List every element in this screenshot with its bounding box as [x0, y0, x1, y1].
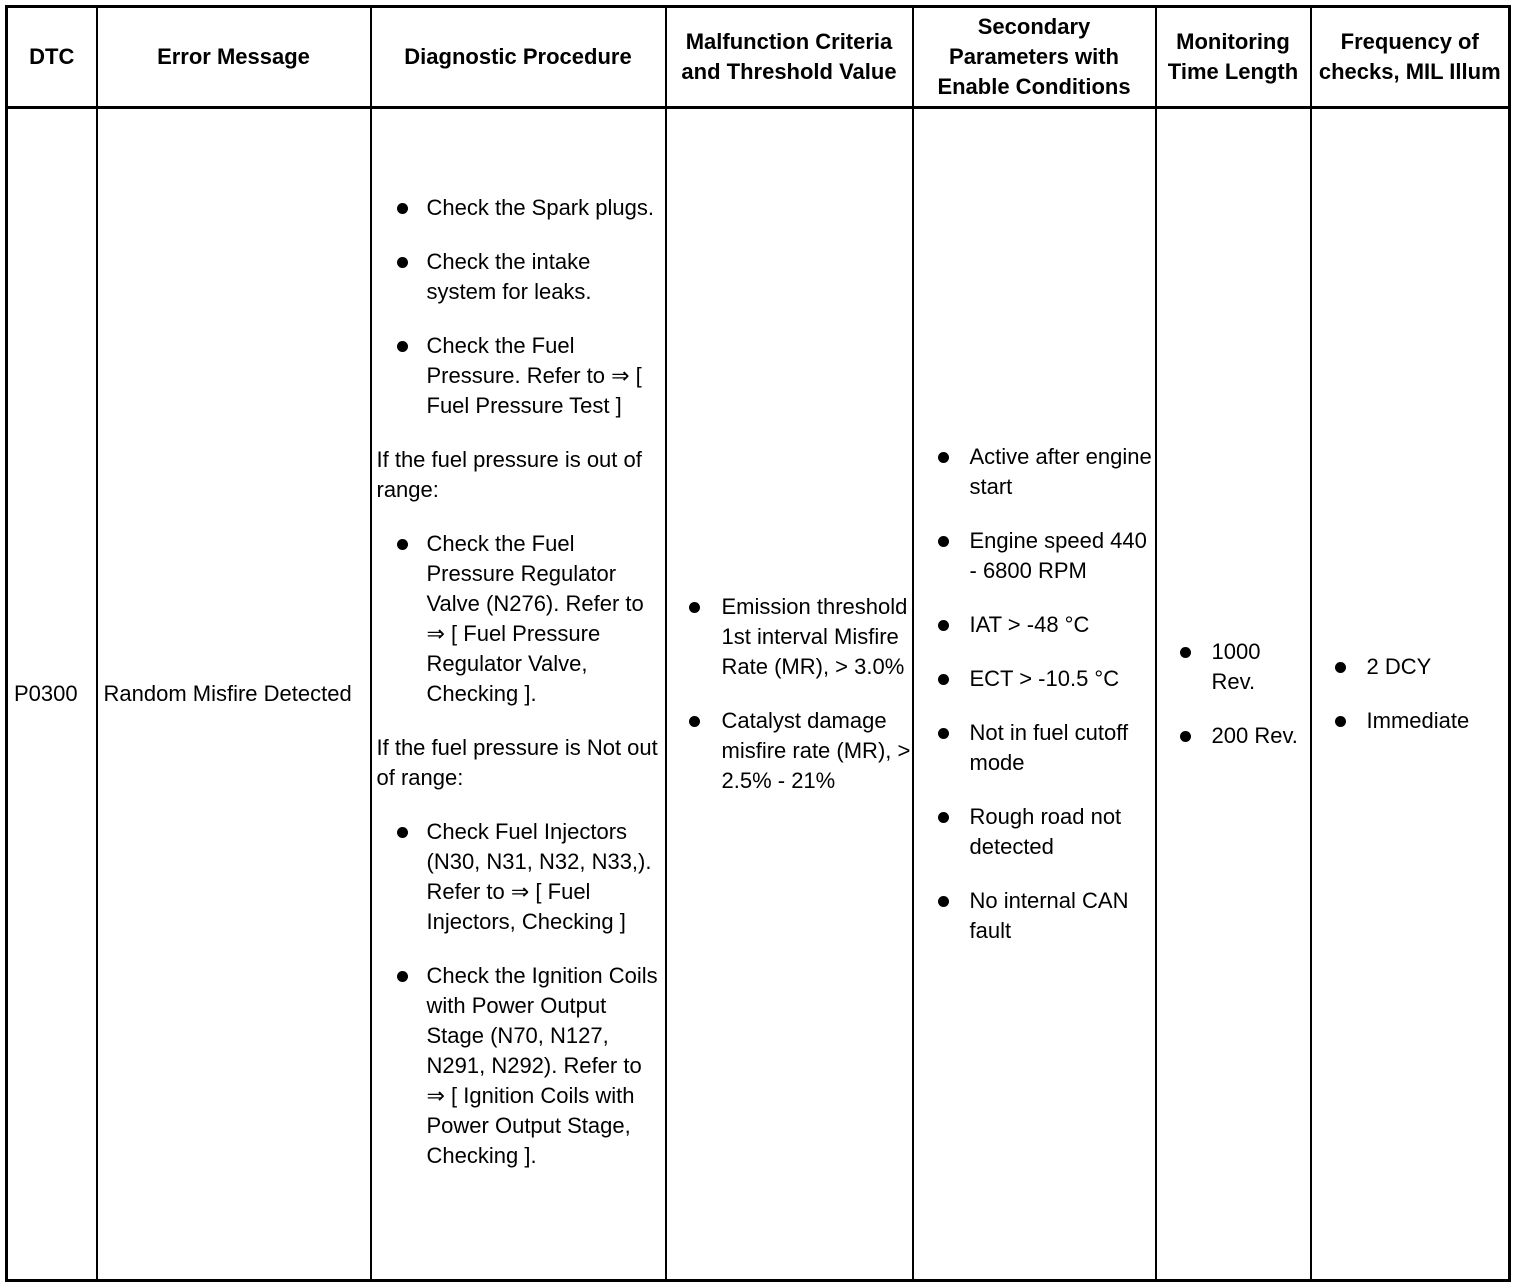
list-item: Check the Fuel Pressure Regulator Valve (N276). Refer to ⇒ [ Fuel Pressure Regulator Valve, Checking ]. [377, 529, 661, 709]
list-item: Rough road not detected [914, 802, 1155, 862]
list-item: Immediate [1312, 706, 1509, 736]
header-diagnostic-procedure: Diagnostic Procedure [371, 7, 666, 108]
header-dtc: DTC [7, 7, 97, 108]
condition-text: If the fuel pressure is out of range: [376, 447, 642, 502]
header-monitoring-time: Monitoring Time Length [1156, 7, 1311, 108]
list-item: 2 DCY [1312, 652, 1509, 682]
header-error-message: Error Message [97, 7, 371, 108]
header-malfunction-criteria: Malfunction Criteria and Threshold Value [666, 7, 913, 108]
list-item: Catalyst damage misfire rate (MR), > 2.5% - 21% [667, 706, 912, 796]
dtc-table [5, 5, 1511, 1282]
list-item: Engine speed 440 - 6800 RPM [914, 526, 1155, 586]
list-item: Check the Ignition Coils with Power Output Stage (N70, N127, N291, N292). Refer to ⇒ [ Ignition Coils with Power Output Stage, Checking ]. [377, 961, 661, 1171]
header-frequency: Frequency of checks, MIL Illum [1311, 7, 1510, 108]
malfunction-criteria-cell [666, 108, 913, 1281]
diagnostic-list [377, 529, 661, 709]
secondary-parameters-cell [913, 108, 1156, 1281]
list-item: 200 Rev. [1157, 721, 1310, 751]
list-item: Check Fuel Injectors (N30, N31, N32, N33,). Refer to ⇒ [ Fuel Injectors, Checking ] [377, 817, 661, 937]
list-item: No internal CAN fault [914, 886, 1155, 946]
header-row [7, 7, 1510, 108]
monitoring-time-cell [1156, 108, 1311, 1281]
list-item: Emission threshold 1st interval Misfire Rate (MR), > 3.0% [667, 592, 912, 682]
list-item: Check the Fuel Pressure. Refer to ⇒ [ Fuel Pressure Test ] [377, 331, 661, 421]
table-row [7, 108, 1510, 1281]
list-item: Active after engine start [914, 442, 1155, 502]
list-item: 1000 Rev. [1157, 637, 1310, 697]
condition-text: If the fuel pressure is Not out of range: [376, 735, 658, 790]
list-item: ECT > -10.5 °C [914, 664, 1155, 694]
list-item: Not in fuel cutoff mode [914, 718, 1155, 778]
diagnostic-procedure-cell [371, 108, 666, 1281]
list-item: IAT > -48 °C [914, 610, 1155, 640]
list-item: Check the Spark plugs. [377, 193, 661, 223]
diagnostic-list [377, 193, 661, 421]
frequency-cell [1311, 108, 1510, 1281]
diagnostic-list [377, 817, 661, 1171]
dtc-cell: P0300 [7, 108, 97, 1281]
list-item: Check the intake system for leaks. [377, 247, 661, 307]
header-secondary-parameters: Secondary Parameters with Enable Conditions [913, 7, 1156, 108]
error-message-cell: Random Misfire Detected [97, 108, 371, 1281]
